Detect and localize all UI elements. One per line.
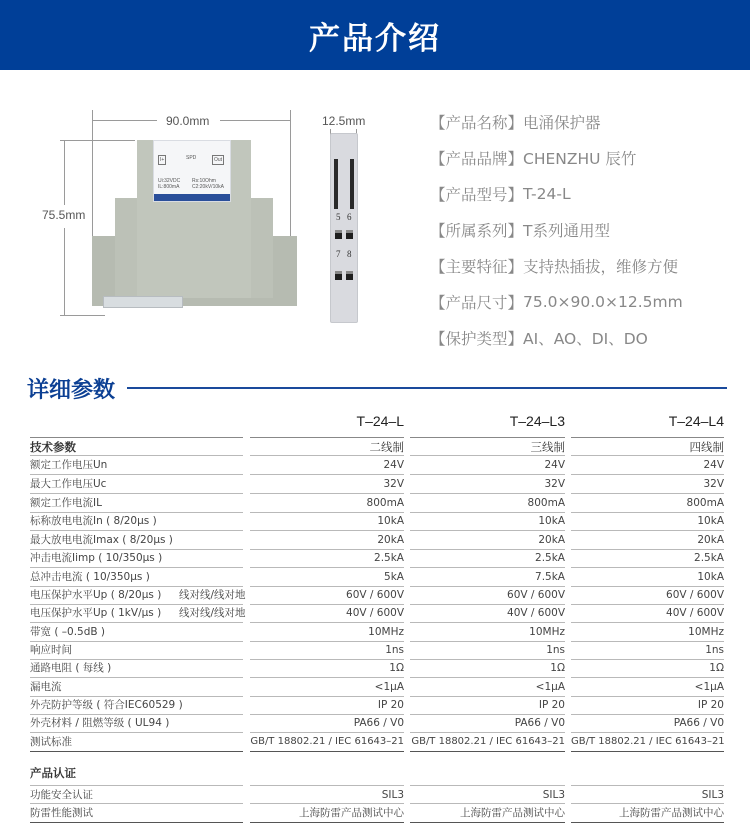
spec-key: 【保护类型】 xyxy=(430,330,524,348)
model-header: T–24–L4 xyxy=(668,413,724,429)
table-row xyxy=(0,623,750,642)
details-heading xyxy=(27,372,727,404)
table-row xyxy=(0,475,750,494)
spec-value: CHENZHU 辰竹 xyxy=(523,150,637,168)
row-value: SIL3 xyxy=(250,785,404,804)
row-label: 外壳材料 / 阻燃等级 ( UL94 ) xyxy=(30,714,243,733)
row-value: 2.5kA xyxy=(571,549,724,568)
side-slot xyxy=(334,159,338,209)
row-label: 响应时间 xyxy=(30,641,243,660)
table-header-cell: 三线制 xyxy=(410,437,565,456)
label-center: SPD xyxy=(186,155,197,161)
row-value: <1μA xyxy=(410,678,565,697)
row-value: 1ns xyxy=(250,641,404,660)
row-value: 2.5kA xyxy=(250,549,404,568)
row-label: 带宽 ( –0.5dB ) xyxy=(30,623,243,642)
label-out: Out xyxy=(214,157,223,163)
terminal-screw xyxy=(346,271,353,280)
row-value: GB/T 18802.21 / IEC 61643–21 xyxy=(410,733,565,752)
table-row xyxy=(0,604,750,623)
spec-list xyxy=(430,104,740,356)
table-row xyxy=(0,641,750,660)
row-value: 1Ω xyxy=(410,659,565,678)
row-value: 2.5kA xyxy=(410,549,565,568)
row-value: 32V xyxy=(410,475,565,494)
side-slot xyxy=(350,159,354,209)
row-value: 5kA xyxy=(250,568,404,587)
row-value: 60V / 600V xyxy=(571,586,724,605)
terminal-number: 8 xyxy=(347,249,352,259)
spec-item xyxy=(430,176,740,212)
row-value: PA66 / V0 xyxy=(250,714,404,733)
row-value: 60V / 600V xyxy=(410,586,565,605)
depth-dimension: 12.5mm xyxy=(322,114,366,128)
row-value: 24V xyxy=(410,456,565,475)
row-value: SIL3 xyxy=(410,785,565,804)
row-label: 标称放电电流In ( 8/20μs ) xyxy=(30,512,243,531)
row-value: PA66 / V0 xyxy=(571,714,724,733)
spec-item xyxy=(430,320,740,356)
table-header-row xyxy=(0,437,750,456)
product-side-view xyxy=(330,133,358,323)
model-header: T–24–L xyxy=(356,413,404,429)
banner-title: 产品介绍 xyxy=(309,20,441,57)
row-label: 电压保护水平Up ( 8/20μs ) xyxy=(30,586,243,605)
banner xyxy=(0,0,750,70)
table-row xyxy=(0,512,750,531)
row-label: 冲击电流Iimp ( 10/350μs ) xyxy=(30,549,243,568)
label-line4: C2:20kV/10kA xyxy=(192,184,224,190)
table-row xyxy=(0,456,750,475)
dimension-line xyxy=(290,110,291,245)
dimension-line xyxy=(92,120,157,121)
row-value: <1μA xyxy=(250,678,404,697)
row-value: 32V xyxy=(571,475,724,494)
terminal-number: 6 xyxy=(347,212,352,222)
row-value: 1ns xyxy=(410,641,565,660)
table-row xyxy=(0,678,750,697)
row-value: 20kA xyxy=(250,531,404,550)
row-label: 电压保护水平Up ( 1kV/μs ) xyxy=(30,604,243,623)
label-in: I+ xyxy=(160,157,165,163)
row-label: 外壳防护等级 ( 符合IEC60529 ) xyxy=(30,696,243,715)
terminal-screw xyxy=(346,230,353,239)
row-value: 上海防雷产品测试中心 xyxy=(250,804,404,823)
table-header-cell: 二线制 xyxy=(250,437,404,456)
spec-item xyxy=(430,284,740,320)
spec-item xyxy=(430,248,740,284)
row-value: 800mA xyxy=(250,494,404,513)
product-label-plate xyxy=(153,140,231,202)
row-label: 总冲击电流 ( 10/350μs ) xyxy=(30,568,243,587)
row-value: IP 20 xyxy=(571,696,724,715)
table-row xyxy=(0,696,750,715)
heading-rule xyxy=(127,387,727,389)
dimension-line xyxy=(64,140,65,205)
spec-key: 【产品品牌】 xyxy=(430,150,524,168)
row-label: 功能安全认证 xyxy=(30,785,243,804)
row-value: 7.5kA xyxy=(410,568,565,587)
row-value: 24V xyxy=(571,456,724,475)
row-label: 额定工作电流IL xyxy=(30,494,243,513)
terminal-screw xyxy=(335,271,342,280)
table-row xyxy=(0,714,750,733)
dimension-line xyxy=(60,315,105,316)
spec-key: 【产品名称】 xyxy=(430,114,524,132)
row-label: 通路电阻 ( 每线 ) xyxy=(30,659,243,678)
row-label: 漏电流 xyxy=(30,678,243,697)
terminal-number: 7 xyxy=(336,249,341,259)
spec-value: AI、AO、DI、DO xyxy=(523,330,648,348)
row-value: 1ns xyxy=(571,641,724,660)
row-sublabel: 线对线/线对地 xyxy=(179,589,246,601)
row-value: 32V xyxy=(250,475,404,494)
row-value: <1μA xyxy=(571,678,724,697)
row-value: SIL3 xyxy=(571,785,724,804)
table-row xyxy=(0,659,750,678)
label-line3: Rs:10Ohm xyxy=(192,178,216,184)
spec-key: 【主要特征】 xyxy=(430,258,524,276)
dimension-line xyxy=(220,120,290,121)
row-value: 800mA xyxy=(410,494,565,513)
row-value: 20kA xyxy=(410,531,565,550)
row-value: 40V / 600V xyxy=(250,604,404,623)
spec-value: T-24-L xyxy=(523,185,571,203)
dimension-line xyxy=(60,140,135,141)
table-header-label: 技术参数 xyxy=(30,437,243,456)
row-value: 800mA xyxy=(571,494,724,513)
row-value: 40V / 600V xyxy=(410,604,565,623)
spec-value: 75.0×90.0×12.5mm xyxy=(523,293,683,311)
spec-key: 【产品尺寸】 xyxy=(430,294,524,312)
row-label: 防雷性能测试 xyxy=(30,804,243,823)
table-row xyxy=(0,568,750,587)
row-value: 10kA xyxy=(250,512,404,531)
width-dimension: 90.0mm xyxy=(166,114,210,128)
dimension-line xyxy=(64,228,65,315)
spec-item xyxy=(430,212,740,248)
row-label: 额定工作电压Un xyxy=(30,456,243,475)
row-value: 40V / 600V xyxy=(571,604,724,623)
row-value: 10MHz xyxy=(250,623,404,642)
row-value: IP 20 xyxy=(410,696,565,715)
row-value: 24V xyxy=(250,456,404,475)
row-value: 上海防雷产品测试中心 xyxy=(571,804,724,823)
din-rail-clip xyxy=(103,296,183,308)
table-row xyxy=(0,494,750,513)
row-label: 测试标准 xyxy=(30,733,243,752)
label-line2: IL:800mA xyxy=(158,184,180,190)
spec-key: 【所属系列】 xyxy=(430,222,524,240)
row-value: 1Ω xyxy=(250,659,404,678)
terminal-number: 5 xyxy=(336,212,341,222)
row-value: 60V / 600V xyxy=(250,586,404,605)
row-value: 20kA xyxy=(571,531,724,550)
table-row xyxy=(0,785,750,804)
label-band xyxy=(154,194,230,201)
row-value: GB/T 18802.21 / IEC 61643–21 xyxy=(250,733,404,752)
table-row xyxy=(0,549,750,568)
table-row xyxy=(0,733,750,752)
label-line1: Ui:32VDC xyxy=(158,178,181,184)
spec-value: 支持热插拔，维修方便 xyxy=(523,258,679,276)
spec-item xyxy=(430,140,740,176)
height-dimension: 75.5mm xyxy=(42,208,86,222)
row-value: 10MHz xyxy=(410,623,565,642)
row-sublabel: 线对线/线对地 xyxy=(179,607,246,619)
model-header: T–24–L3 xyxy=(509,413,565,429)
row-value: GB/T 18802.21 / IEC 61643–21 xyxy=(571,733,724,752)
row-value: 上海防雷产品测试中心 xyxy=(410,804,565,823)
row-value: IP 20 xyxy=(250,696,404,715)
spec-item xyxy=(430,104,740,140)
spec-value: T系列通用型 xyxy=(523,222,610,240)
certification-title: 产品认证 xyxy=(30,766,76,780)
row-value: 10MHz xyxy=(571,623,724,642)
table-row xyxy=(0,804,750,823)
row-value: PA66 / V0 xyxy=(410,714,565,733)
table-row xyxy=(0,531,750,550)
row-value: 1Ω xyxy=(571,659,724,678)
table-header-cell: 四线制 xyxy=(571,437,724,456)
row-value: 10kA xyxy=(571,512,724,531)
row-value: 10kA xyxy=(571,568,724,587)
terminal-screw xyxy=(335,230,342,239)
row-label: 最大工作电压Uc xyxy=(30,475,243,494)
details-title: 详细参数 xyxy=(27,377,116,403)
row-label: 最大放电电流Imax ( 8/20μs ) xyxy=(30,531,243,550)
spec-value: 电涌保护器 xyxy=(523,114,601,132)
spec-key: 【产品型号】 xyxy=(430,186,524,204)
row-value: 10kA xyxy=(410,512,565,531)
table-row xyxy=(0,586,750,605)
